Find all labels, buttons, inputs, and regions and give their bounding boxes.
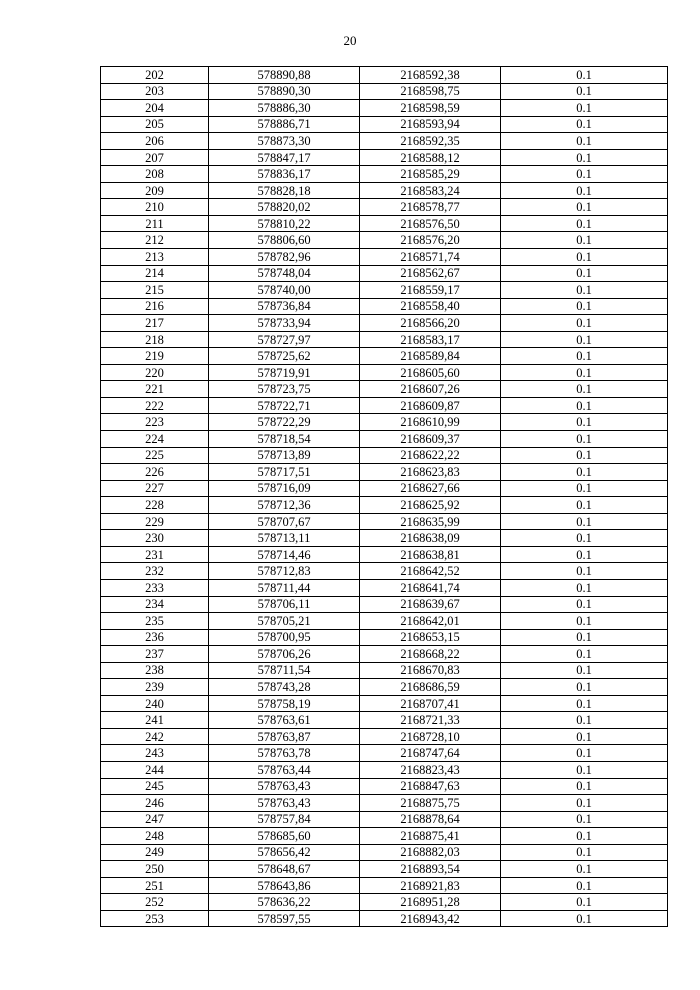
precision-cell: 0.1	[501, 811, 668, 828]
y-coordinate-cell: 2168847,63	[360, 778, 501, 795]
x-coordinate-cell: 578685,60	[209, 828, 360, 845]
table-row	[101, 695, 668, 712]
table-row	[101, 613, 668, 630]
point-number-cell: 211	[101, 215, 209, 232]
x-coordinate-cell: 578890,30	[209, 83, 360, 100]
y-coordinate-cell: 2168585,29	[360, 166, 501, 183]
y-coordinate-cell: 2168882,03	[360, 844, 501, 861]
x-coordinate-cell: 578847,17	[209, 149, 360, 166]
table-row	[101, 480, 668, 497]
y-coordinate-cell: 2168627,66	[360, 480, 501, 497]
precision-cell: 0.1	[501, 414, 668, 431]
x-coordinate-cell: 578820,02	[209, 199, 360, 216]
precision-cell: 0.1	[501, 83, 668, 100]
point-number-cell: 208	[101, 166, 209, 183]
precision-cell: 0.1	[501, 364, 668, 381]
table-row	[101, 199, 668, 216]
precision-cell: 0.1	[501, 447, 668, 464]
point-number-cell: 253	[101, 910, 209, 927]
point-number-cell: 248	[101, 828, 209, 845]
point-number-cell: 204	[101, 100, 209, 117]
table-row	[101, 298, 668, 315]
x-coordinate-cell: 578705,21	[209, 613, 360, 630]
precision-cell: 0.1	[501, 381, 668, 398]
point-number-cell: 240	[101, 695, 209, 712]
point-number-cell: 233	[101, 579, 209, 596]
x-coordinate-cell: 578763,78	[209, 745, 360, 762]
precision-cell: 0.1	[501, 795, 668, 812]
point-number-cell: 249	[101, 844, 209, 861]
table-row	[101, 579, 668, 596]
table-row	[101, 232, 668, 249]
precision-cell: 0.1	[501, 116, 668, 133]
y-coordinate-cell: 2168562,67	[360, 265, 501, 282]
table-row	[101, 414, 668, 431]
y-coordinate-cell: 2168592,38	[360, 67, 501, 84]
y-coordinate-cell: 2168639,67	[360, 596, 501, 613]
point-number-cell: 221	[101, 381, 209, 398]
y-coordinate-cell: 2168635,99	[360, 513, 501, 530]
y-coordinate-cell: 2168875,41	[360, 828, 501, 845]
table-row	[101, 497, 668, 514]
y-coordinate-cell: 2168583,24	[360, 182, 501, 199]
y-coordinate-cell: 2168609,37	[360, 431, 501, 448]
table-row	[101, 381, 668, 398]
precision-cell: 0.1	[501, 679, 668, 696]
point-number-cell: 213	[101, 249, 209, 266]
x-coordinate-cell: 578643,86	[209, 877, 360, 894]
precision-cell: 0.1	[501, 745, 668, 762]
point-number-cell: 237	[101, 646, 209, 663]
x-coordinate-cell: 578712,36	[209, 497, 360, 514]
precision-cell: 0.1	[501, 695, 668, 712]
table-row	[101, 265, 668, 282]
point-number-cell: 232	[101, 563, 209, 580]
precision-cell: 0.1	[501, 497, 668, 514]
x-coordinate-cell: 578733,94	[209, 315, 360, 332]
x-coordinate-cell: 578723,75	[209, 381, 360, 398]
point-number-cell: 203	[101, 83, 209, 100]
x-coordinate-cell: 578725,62	[209, 348, 360, 365]
x-coordinate-cell: 578717,51	[209, 464, 360, 481]
x-coordinate-cell: 578700,95	[209, 629, 360, 646]
y-coordinate-cell: 2168610,99	[360, 414, 501, 431]
x-coordinate-cell: 578740,00	[209, 282, 360, 299]
x-coordinate-cell: 578636,22	[209, 894, 360, 911]
table-row	[101, 249, 668, 266]
table-row	[101, 166, 668, 183]
x-coordinate-cell: 578748,04	[209, 265, 360, 282]
point-number-cell: 230	[101, 530, 209, 547]
precision-cell: 0.1	[501, 546, 668, 563]
table-row	[101, 910, 668, 927]
precision-cell: 0.1	[501, 199, 668, 216]
table-row	[101, 844, 668, 861]
y-coordinate-cell: 2168622,22	[360, 447, 501, 464]
point-number-cell: 231	[101, 546, 209, 563]
point-number-cell: 209	[101, 182, 209, 199]
precision-cell: 0.1	[501, 513, 668, 530]
precision-cell: 0.1	[501, 910, 668, 927]
y-coordinate-cell: 2168592,35	[360, 133, 501, 150]
x-coordinate-cell: 578758,19	[209, 695, 360, 712]
point-number-cell: 212	[101, 232, 209, 249]
x-coordinate-cell: 578828,18	[209, 182, 360, 199]
point-number-cell: 239	[101, 679, 209, 696]
x-coordinate-cell: 578711,44	[209, 579, 360, 596]
precision-cell: 0.1	[501, 778, 668, 795]
table-row	[101, 530, 668, 547]
table-row	[101, 149, 668, 166]
y-coordinate-cell: 2168668,22	[360, 646, 501, 663]
table-row	[101, 464, 668, 481]
y-coordinate-cell: 2168878,64	[360, 811, 501, 828]
point-number-cell: 244	[101, 761, 209, 778]
y-coordinate-cell: 2168686,59	[360, 679, 501, 696]
y-coordinate-cell: 2168609,87	[360, 397, 501, 414]
precision-cell: 0.1	[501, 348, 668, 365]
precision-cell: 0.1	[501, 315, 668, 332]
x-coordinate-cell: 578806,60	[209, 232, 360, 249]
table-row	[101, 100, 668, 117]
x-coordinate-cell: 578714,46	[209, 546, 360, 563]
point-number-cell: 236	[101, 629, 209, 646]
y-coordinate-cell: 2168558,40	[360, 298, 501, 315]
precision-cell: 0.1	[501, 613, 668, 630]
table-row	[101, 397, 668, 414]
point-number-cell: 251	[101, 877, 209, 894]
x-coordinate-cell: 578763,43	[209, 778, 360, 795]
table-row	[101, 877, 668, 894]
precision-cell: 0.1	[501, 530, 668, 547]
precision-cell: 0.1	[501, 298, 668, 315]
table-row	[101, 364, 668, 381]
point-number-cell: 235	[101, 613, 209, 630]
y-coordinate-cell: 2168578,77	[360, 199, 501, 216]
precision-cell: 0.1	[501, 265, 668, 282]
precision-cell: 0.1	[501, 712, 668, 729]
y-coordinate-cell: 2168583,17	[360, 331, 501, 348]
x-coordinate-cell: 578713,11	[209, 530, 360, 547]
x-coordinate-cell: 578763,44	[209, 761, 360, 778]
point-number-cell: 216	[101, 298, 209, 315]
y-coordinate-cell: 2168605,60	[360, 364, 501, 381]
point-number-cell: 242	[101, 728, 209, 745]
y-coordinate-cell: 2168625,92	[360, 497, 501, 514]
table-row	[101, 728, 668, 745]
point-number-cell: 227	[101, 480, 209, 497]
point-number-cell: 223	[101, 414, 209, 431]
table-row	[101, 546, 668, 563]
x-coordinate-cell: 578886,71	[209, 116, 360, 133]
table-row	[101, 431, 668, 448]
y-coordinate-cell: 2168598,59	[360, 100, 501, 117]
y-coordinate-cell: 2168638,09	[360, 530, 501, 547]
point-number-cell: 220	[101, 364, 209, 381]
table-row	[101, 348, 668, 365]
y-coordinate-cell: 2168642,01	[360, 613, 501, 630]
precision-cell: 0.1	[501, 761, 668, 778]
precision-cell: 0.1	[501, 728, 668, 745]
y-coordinate-cell: 2168566,20	[360, 315, 501, 332]
point-number-cell: 207	[101, 149, 209, 166]
y-coordinate-cell: 2168707,41	[360, 695, 501, 712]
y-coordinate-cell: 2168893,54	[360, 861, 501, 878]
precision-cell: 0.1	[501, 182, 668, 199]
precision-cell: 0.1	[501, 828, 668, 845]
point-number-cell: 247	[101, 811, 209, 828]
x-coordinate-cell: 578713,89	[209, 447, 360, 464]
table-row	[101, 596, 668, 613]
precision-cell: 0.1	[501, 894, 668, 911]
point-number-cell: 226	[101, 464, 209, 481]
y-coordinate-cell: 2168721,33	[360, 712, 501, 729]
precision-cell: 0.1	[501, 646, 668, 663]
y-coordinate-cell: 2168670,83	[360, 662, 501, 679]
x-coordinate-cell: 578722,71	[209, 397, 360, 414]
y-coordinate-cell: 2168653,15	[360, 629, 501, 646]
y-coordinate-cell: 2168598,75	[360, 83, 501, 100]
x-coordinate-cell: 578743,28	[209, 679, 360, 696]
coordinates-table	[100, 66, 668, 927]
precision-cell: 0.1	[501, 629, 668, 646]
x-coordinate-cell: 578656,42	[209, 844, 360, 861]
precision-cell: 0.1	[501, 596, 668, 613]
x-coordinate-cell: 578757,84	[209, 811, 360, 828]
precision-cell: 0.1	[501, 662, 668, 679]
table-row	[101, 215, 668, 232]
point-number-cell: 225	[101, 447, 209, 464]
point-number-cell: 245	[101, 778, 209, 795]
table-row	[101, 861, 668, 878]
y-coordinate-cell: 2168875,75	[360, 795, 501, 812]
x-coordinate-cell: 578810,22	[209, 215, 360, 232]
y-coordinate-cell: 2168641,74	[360, 579, 501, 596]
table-row	[101, 282, 668, 299]
point-number-cell: 243	[101, 745, 209, 762]
x-coordinate-cell: 578706,11	[209, 596, 360, 613]
page-number: 20	[343, 33, 357, 48]
precision-cell: 0.1	[501, 563, 668, 580]
table-row	[101, 315, 668, 332]
x-coordinate-cell: 578712,83	[209, 563, 360, 580]
x-coordinate-cell: 578648,67	[209, 861, 360, 878]
precision-cell: 0.1	[501, 232, 668, 249]
table-row	[101, 745, 668, 762]
precision-cell: 0.1	[501, 67, 668, 84]
precision-cell: 0.1	[501, 215, 668, 232]
precision-cell: 0.1	[501, 861, 668, 878]
x-coordinate-cell: 578727,97	[209, 331, 360, 348]
x-coordinate-cell: 578890,88	[209, 67, 360, 84]
point-number-cell: 206	[101, 133, 209, 150]
table-row	[101, 828, 668, 845]
point-number-cell: 241	[101, 712, 209, 729]
y-coordinate-cell: 2168571,74	[360, 249, 501, 266]
x-coordinate-cell: 578711,54	[209, 662, 360, 679]
precision-cell: 0.1	[501, 431, 668, 448]
table-row	[101, 679, 668, 696]
precision-cell: 0.1	[501, 166, 668, 183]
x-coordinate-cell: 578707,67	[209, 513, 360, 530]
precision-cell: 0.1	[501, 877, 668, 894]
table-row	[101, 761, 668, 778]
x-coordinate-cell: 578706,26	[209, 646, 360, 663]
x-coordinate-cell: 578836,17	[209, 166, 360, 183]
precision-cell: 0.1	[501, 249, 668, 266]
y-coordinate-cell: 2168576,20	[360, 232, 501, 249]
y-coordinate-cell: 2168623,83	[360, 464, 501, 481]
table-row	[101, 563, 668, 580]
precision-cell: 0.1	[501, 844, 668, 861]
precision-cell: 0.1	[501, 282, 668, 299]
table-row	[101, 182, 668, 199]
y-coordinate-cell: 2168951,28	[360, 894, 501, 911]
table-row	[101, 712, 668, 729]
table-row	[101, 447, 668, 464]
table-row	[101, 811, 668, 828]
point-number-cell: 219	[101, 348, 209, 365]
precision-cell: 0.1	[501, 149, 668, 166]
precision-cell: 0.1	[501, 100, 668, 117]
table-row	[101, 116, 668, 133]
x-coordinate-cell: 578873,30	[209, 133, 360, 150]
precision-cell: 0.1	[501, 464, 668, 481]
point-number-cell: 222	[101, 397, 209, 414]
y-coordinate-cell: 2168559,17	[360, 282, 501, 299]
table-row	[101, 331, 668, 348]
table-row	[101, 83, 668, 100]
point-number-cell: 250	[101, 861, 209, 878]
y-coordinate-cell: 2168607,26	[360, 381, 501, 398]
point-number-cell: 215	[101, 282, 209, 299]
x-coordinate-cell: 578716,09	[209, 480, 360, 497]
y-coordinate-cell: 2168728,10	[360, 728, 501, 745]
x-coordinate-cell: 578886,30	[209, 100, 360, 117]
point-number-cell: 246	[101, 795, 209, 812]
point-number-cell: 205	[101, 116, 209, 133]
point-number-cell: 229	[101, 513, 209, 530]
table-row	[101, 629, 668, 646]
x-coordinate-cell: 578782,96	[209, 249, 360, 266]
point-number-cell: 238	[101, 662, 209, 679]
x-coordinate-cell: 578719,91	[209, 364, 360, 381]
point-number-cell: 252	[101, 894, 209, 911]
table-row	[101, 894, 668, 911]
y-coordinate-cell: 2168588,12	[360, 149, 501, 166]
point-number-cell: 228	[101, 497, 209, 514]
point-number-cell: 210	[101, 199, 209, 216]
y-coordinate-cell: 2168921,83	[360, 877, 501, 894]
point-number-cell: 224	[101, 431, 209, 448]
precision-cell: 0.1	[501, 331, 668, 348]
x-coordinate-cell: 578722,29	[209, 414, 360, 431]
precision-cell: 0.1	[501, 480, 668, 497]
y-coordinate-cell: 2168943,42	[360, 910, 501, 927]
table-row	[101, 67, 668, 84]
point-number-cell: 217	[101, 315, 209, 332]
y-coordinate-cell: 2168642,52	[360, 563, 501, 580]
point-number-cell: 218	[101, 331, 209, 348]
y-coordinate-cell: 2168823,43	[360, 761, 501, 778]
y-coordinate-cell: 2168576,50	[360, 215, 501, 232]
y-coordinate-cell: 2168747,64	[360, 745, 501, 762]
table-row	[101, 133, 668, 150]
y-coordinate-cell: 2168593,94	[360, 116, 501, 133]
table-row	[101, 778, 668, 795]
x-coordinate-cell: 578597,55	[209, 910, 360, 927]
x-coordinate-cell: 578763,61	[209, 712, 360, 729]
point-number-cell: 234	[101, 596, 209, 613]
x-coordinate-cell: 578736,84	[209, 298, 360, 315]
table-row	[101, 646, 668, 663]
y-coordinate-cell: 2168638,81	[360, 546, 501, 563]
x-coordinate-cell: 578718,54	[209, 431, 360, 448]
point-number-cell: 214	[101, 265, 209, 282]
precision-cell: 0.1	[501, 133, 668, 150]
x-coordinate-cell: 578763,87	[209, 728, 360, 745]
coordinates-table-body	[101, 67, 668, 927]
point-number-cell: 202	[101, 67, 209, 84]
table-row	[101, 795, 668, 812]
precision-cell: 0.1	[501, 579, 668, 596]
table-row	[101, 662, 668, 679]
precision-cell: 0.1	[501, 397, 668, 414]
x-coordinate-cell: 578763,43	[209, 795, 360, 812]
y-coordinate-cell: 2168589,84	[360, 348, 501, 365]
table-row	[101, 513, 668, 530]
